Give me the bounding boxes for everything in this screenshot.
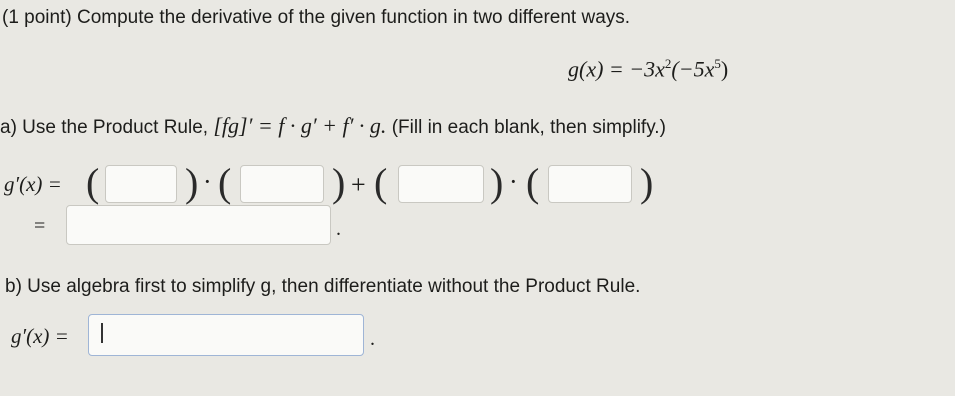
function-display — [568, 56, 728, 82]
blank-a2[interactable] — [240, 165, 324, 203]
period-b: . — [370, 328, 375, 350]
times-2: · — [509, 167, 518, 196]
part-a-suffix: (Fill in each blank, then simplify.) — [386, 117, 666, 138]
paren-open-2: ( — [218, 160, 232, 205]
part-a-prefix: a) Use the Product Rule, — [0, 117, 214, 138]
paren-close-4: ) — [640, 160, 654, 205]
paren-close-3: ) — [490, 160, 504, 205]
function-coef: −3x — [629, 56, 665, 82]
part-a-instructions — [0, 113, 666, 139]
problem-header: (1 point) Compute the derivative of the given function in two different ways. — [2, 7, 631, 28]
function-lhs: g(x) = — [568, 56, 630, 82]
blank-a5-simplified[interactable] — [66, 205, 331, 245]
simplify-equals: = — [34, 215, 46, 237]
function-close: ) — [720, 56, 729, 82]
times-1: · — [203, 167, 212, 196]
part-b-lhs: g′(x) = — [11, 324, 69, 348]
blank-a1[interactable] — [105, 165, 177, 203]
part-b-instructions: b) Use algebra first to simplify g, then differentiate without the Product Rule. — [5, 276, 641, 297]
paren-open-3: ( — [374, 160, 388, 205]
paren-close-1: ) — [185, 160, 199, 205]
paren-open-4: ( — [526, 160, 540, 205]
product-rule-formula: [fg]′ = f · g′ + f′ · g. — [213, 113, 387, 138]
blank-a3[interactable] — [398, 165, 484, 203]
paren-open-1: ( — [86, 160, 100, 205]
function-exp2: 5 — [714, 56, 721, 71]
plus-sign: + — [351, 170, 366, 199]
blank-a4[interactable] — [548, 165, 632, 203]
blank-b[interactable] — [88, 314, 364, 356]
part-a-lhs: g′(x) = — [4, 172, 62, 196]
function-exp1: 2 — [664, 56, 672, 71]
text-caret — [101, 323, 103, 343]
paren-close-2: ) — [332, 160, 346, 205]
function-mid: (−5x — [671, 56, 715, 82]
period-a: . — [336, 218, 341, 240]
